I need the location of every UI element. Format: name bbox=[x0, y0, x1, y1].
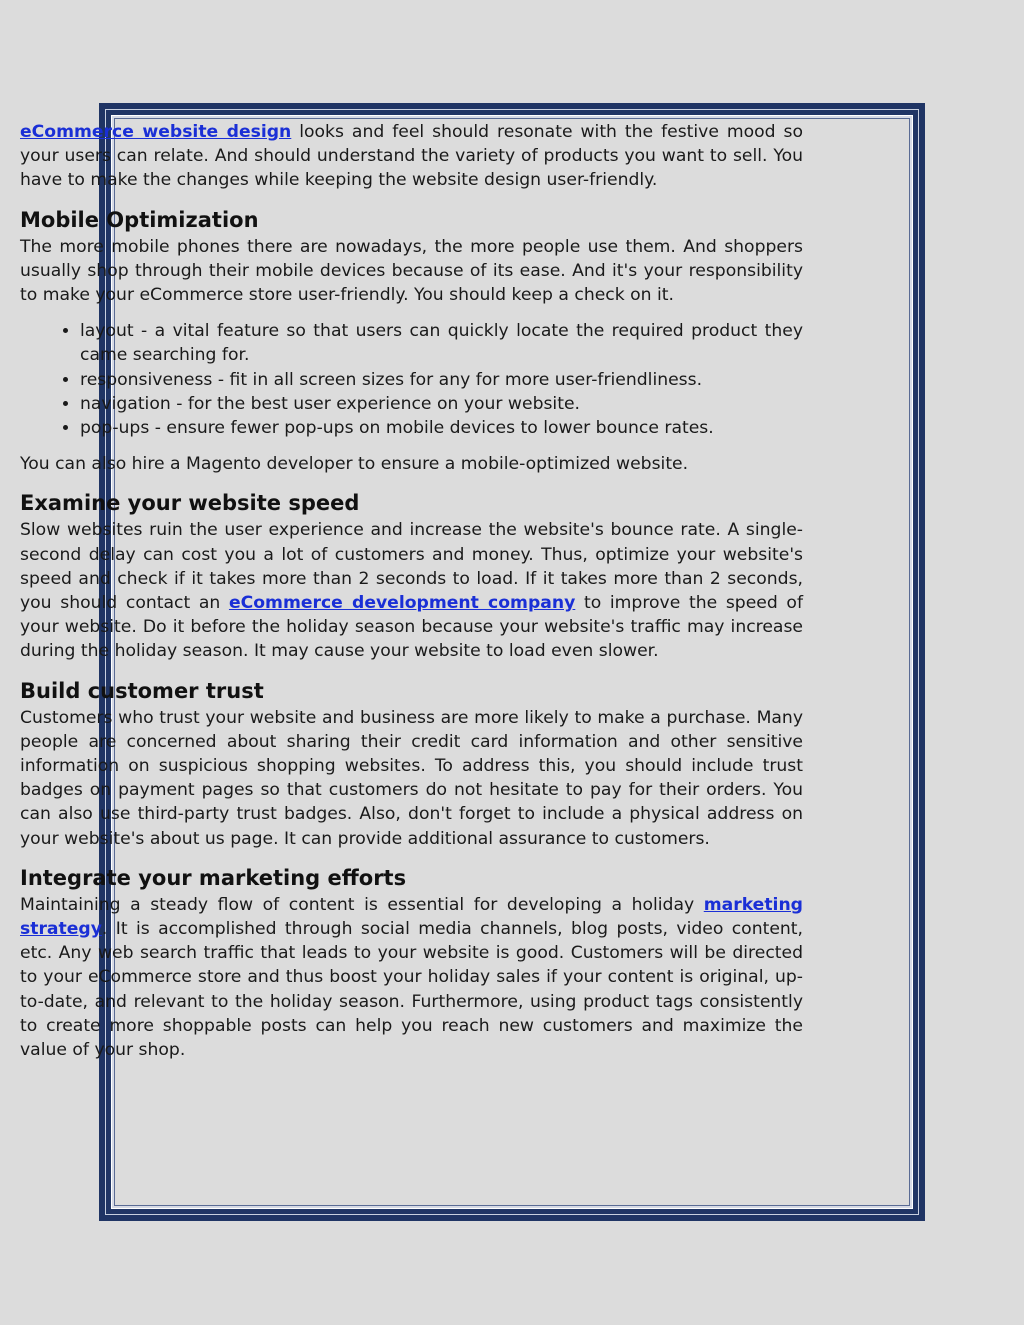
heading-website-speed: Examine your website speed bbox=[20, 491, 360, 516]
list-item: • responsiveness - fit in all screen sizes for any for more user-friendliness. bbox=[80, 368, 803, 392]
marketing-strategy-link[interactable]: marketing strategy bbox=[20, 894, 803, 940]
heading-mobile-optimization: Mobile Optimization bbox=[20, 207, 259, 232]
mobile-paragraph: The more mobile phones there are nowadays, the more people use them. And shoppers usually shop through their mobile devices because of its ease. And it's your responsibility to make your eCommerce store user-friendly. You should keep a check on it. bbox=[20, 236, 803, 306]
heading-customer-trust: Build customer trust bbox=[20, 678, 264, 703]
ecommerce-website-design-link[interactable]: eCommerce website design bbox=[20, 122, 292, 142]
marketing-text-before: Maintaining a steady flow of content is essential for developing a holiday bbox=[20, 894, 704, 915]
trust-paragraph: Customers who trust your website and business are more likely to make a purchase. Many people are concerned about sharing their credit card information and other sensitive information on suspicious shopping websites. To address this, you should include trust badges on payment pages so that customers do not hesitate to pay for their orders. You can also use third-party trust badges. Also, don't forget to include a physical address on your website's about us page. It can provide additional assurance to customers. bbox=[20, 707, 803, 849]
document-body bbox=[20, 120, 803, 1062]
list-item: • layout - a vital feature so that users can quickly locate the required product they came searching for. bbox=[80, 319, 803, 367]
list-item: • pop-ups - ensure fewer pop-ups on mobile devices to lower bounce rates. bbox=[80, 416, 803, 440]
intro-paragraph bbox=[20, 120, 803, 193]
list-item: • navigation - for the best user experience on your website. bbox=[80, 392, 803, 416]
ecommerce-development-company-link[interactable]: eCommerce development company bbox=[228, 593, 576, 614]
marketing-text-after: . It is accomplished through social media channels, blog posts, video content, etc. Any web search traffic that leads to your website is good. Customers will be directed to your eCommerce store and thus boost your holiday sales if your content is original, up-to-date, and relevant to the holiday season. Furthermore, using product tags consistently to create more shoppable posts can help you reach new customers and maximize the value of your shop. bbox=[20, 919, 803, 1061]
intro-text: looks and feel should resonate with the festive mood so your users can relate. And should understand the variety of products you want to sell. You have to make the changes while keeping the website design user-friendly. bbox=[20, 122, 803, 191]
speed-paragraph bbox=[20, 518, 803, 663]
mobile-bullet-list bbox=[20, 319, 803, 440]
heading-marketing-efforts: Integrate your marketing efforts bbox=[20, 865, 407, 890]
magento-paragraph: You can also hire a Magento developer to ensure a mobile-optimized website. bbox=[20, 454, 689, 475]
speed-text-after: to improve the speed of your website. Do it before the holiday season because your website's traffic may increase during the holiday season. It may cause your website to load even slower. bbox=[20, 593, 803, 662]
speed-text-before: Slow websites ruin the user experience and increase the website's bounce rate. A single-second delay can cost you a lot of customers and money. Thus, optimize your website's speed and check if it takes more than 2 seconds to load. If it takes more than 2 seconds, you should contact an bbox=[20, 520, 803, 614]
marketing-paragraph bbox=[20, 893, 803, 1062]
